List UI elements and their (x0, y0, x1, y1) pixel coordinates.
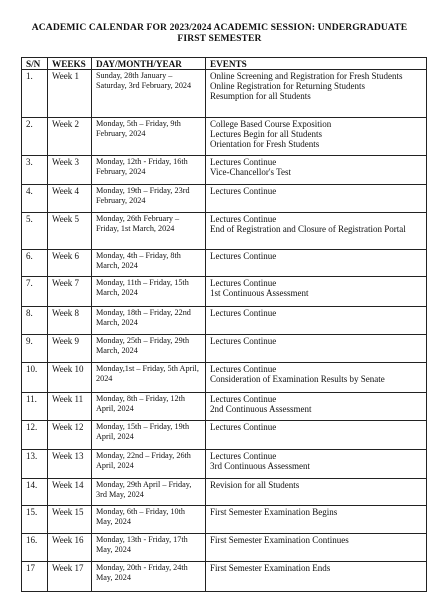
event-line: 2nd Continuous Assessment (210, 404, 312, 414)
event-line: Lectures Continue (210, 394, 277, 404)
header-weeks: WEEKS (48, 58, 92, 70)
event-line: 3rd Continuous Assessment (210, 461, 311, 471)
cell-date: Monday, 4th – Friday, 8th March, 2024 (92, 250, 206, 277)
table-row (22, 307, 427, 335)
cell-week: Week 14 (48, 479, 92, 506)
cell-sn: 17 (22, 562, 48, 592)
cell-date: Monday, 13th - Friday, 17th May, 2024 (92, 534, 206, 562)
event-line: Orientation for Fresh Students (210, 139, 320, 149)
cell-events (206, 118, 427, 156)
table-row (22, 450, 427, 479)
cell-date: Monday, 18th – Friday, 22nd March, 2024 (92, 307, 206, 335)
cell-events (206, 70, 427, 118)
cell-week: Week 6 (48, 250, 92, 277)
event-line: College Based Course Exposition (210, 119, 332, 129)
cell-sn: 15. (22, 506, 48, 534)
cell-week: Week 16 (48, 534, 92, 562)
header-sn: S/N (22, 58, 48, 70)
table-row (22, 562, 427, 592)
cell-events (206, 213, 427, 250)
cell-week: Week 3 (48, 156, 92, 185)
event-line: Online Screening and Registration for Fresh Students (210, 71, 403, 81)
cell-events (206, 277, 427, 307)
event-line: Lectures Continue (210, 364, 277, 374)
event-line: Lectures Continue (210, 336, 277, 346)
cell-week: Week 13 (48, 450, 92, 479)
title-line-2: FIRST SEMESTER (177, 33, 262, 44)
table-row (22, 534, 427, 562)
table-row (22, 479, 427, 506)
event-line: Lectures Begin for all Students (210, 129, 322, 139)
event-line: Lectures Continue (210, 251, 277, 261)
event-line: End of Registration and Closure of Registration Portal (210, 224, 406, 234)
table-row (22, 277, 427, 307)
cell-date: Monday, 26th February – Friday, 1st March, 2024 (92, 213, 206, 250)
event-line: Lectures Continue (210, 422, 277, 432)
event-line: First Semester Examination Ends (210, 563, 331, 573)
cell-date: Monday, 5th – Friday, 9th February, 2024 (92, 118, 206, 156)
cell-sn: 13. (22, 450, 48, 479)
cell-sn: 5. (22, 213, 48, 250)
table-row (22, 213, 427, 250)
cell-week: Week 7 (48, 277, 92, 307)
event-line: Lectures Continue (210, 451, 277, 461)
event-line: Resumption for all Students (210, 91, 311, 101)
cell-date: Monday, 15th – Friday, 19th April, 2024 (92, 421, 206, 450)
cell-sn: 2. (22, 118, 48, 156)
event-line: First Semester Examination Begins (210, 507, 338, 517)
table-header-row (22, 58, 427, 70)
cell-week: Week 5 (48, 213, 92, 250)
academic-calendar-table (21, 57, 427, 592)
cell-sn: 7. (22, 277, 48, 307)
header-date: DAY/MONTH/YEAR (92, 58, 206, 70)
cell-date: Monday, 19th – Friday, 23rd February, 2024 (92, 185, 206, 213)
cell-week: Week 12 (48, 421, 92, 450)
cell-sn: 3. (22, 156, 48, 185)
cell-date: Sunday, 28th January – Saturday, 3rd February, 2024 (92, 70, 206, 118)
event-line: Lectures Continue (210, 308, 277, 318)
cell-events (206, 506, 427, 534)
cell-events (206, 185, 427, 213)
cell-week: Week 9 (48, 335, 92, 363)
cell-week: Week 17 (48, 562, 92, 592)
event-line: Consideration of Examination Results by Senate (210, 374, 385, 384)
cell-events (206, 479, 427, 506)
cell-date: Monday, 8th – Friday, 12th April, 2024 (92, 393, 206, 421)
cell-date: Monday, 12th - Friday, 16th February, 2024 (92, 156, 206, 185)
title-line-1: ACADEMIC CALENDAR FOR 2023/2024 ACADEMIC SESSION: UNDERGRADUATE (31, 22, 408, 33)
cell-sn: 11. (22, 393, 48, 421)
table-row (22, 363, 427, 393)
cell-date: Monday, 11th – Friday, 15th March, 2024 (92, 277, 206, 307)
cell-week: Week 10 (48, 363, 92, 393)
table-row (22, 250, 427, 277)
cell-events (206, 250, 427, 277)
event-line: First Semester Examination Continues (210, 535, 349, 545)
cell-sn: 14. (22, 479, 48, 506)
table-row (22, 421, 427, 450)
cell-events (206, 393, 427, 421)
cell-events (206, 156, 427, 185)
event-line: Lectures Continue (210, 186, 277, 196)
table-row (22, 393, 427, 421)
cell-week: Week 11 (48, 393, 92, 421)
event-line: Online Registration for Returning Students (210, 81, 365, 91)
cell-sn: 8. (22, 307, 48, 335)
cell-sn: 4. (22, 185, 48, 213)
cell-events (206, 450, 427, 479)
table-row (22, 118, 427, 156)
event-line: 1st Continuous Assessment (210, 288, 309, 298)
cell-date: Monday, 25th – Friday, 29th March, 2024 (92, 335, 206, 363)
cell-events (206, 534, 427, 562)
cell-date: Monday, 22nd – Friday, 26th April, 2024 (92, 450, 206, 479)
cell-events (206, 363, 427, 393)
cell-date: Monday, 20th - Friday, 24th May, 2024 (92, 562, 206, 592)
cell-sn: 16. (22, 534, 48, 562)
cell-week: Week 1 (48, 70, 92, 118)
table-row (22, 506, 427, 534)
header-events: EVENTS (206, 58, 427, 70)
cell-week: Week 4 (48, 185, 92, 213)
table-row (22, 335, 427, 363)
cell-sn: 12. (22, 421, 48, 450)
cell-week: Week 2 (48, 118, 92, 156)
cell-sn: 6. (22, 250, 48, 277)
table-row (22, 70, 427, 118)
cell-events (206, 562, 427, 592)
cell-events (206, 335, 427, 363)
cell-week: Week 8 (48, 307, 92, 335)
cell-date: Monday, 29th April – Friday, 3rd May, 2024 (92, 479, 206, 506)
cell-sn: 9. (22, 335, 48, 363)
event-line: Lectures Continue (210, 278, 277, 288)
cell-events (206, 421, 427, 450)
event-line: Lectures Continue (210, 214, 277, 224)
event-line: Lectures Continue (210, 157, 277, 167)
cell-week: Week 15 (48, 506, 92, 534)
event-line: Vice-Chancellor's Test (210, 167, 292, 177)
event-line: Revision for all Students (210, 480, 300, 490)
table-row (22, 185, 427, 213)
table-row (22, 156, 427, 185)
cell-date: Monday, 6th – Friday, 10th May, 2024 (92, 506, 206, 534)
cell-sn: 10. (22, 363, 48, 393)
document-title (0, 22, 439, 44)
cell-events (206, 307, 427, 335)
cell-date: Monday,1st – Friday, 5th April, 2024 (92, 363, 206, 393)
cell-sn: 1. (22, 70, 48, 118)
